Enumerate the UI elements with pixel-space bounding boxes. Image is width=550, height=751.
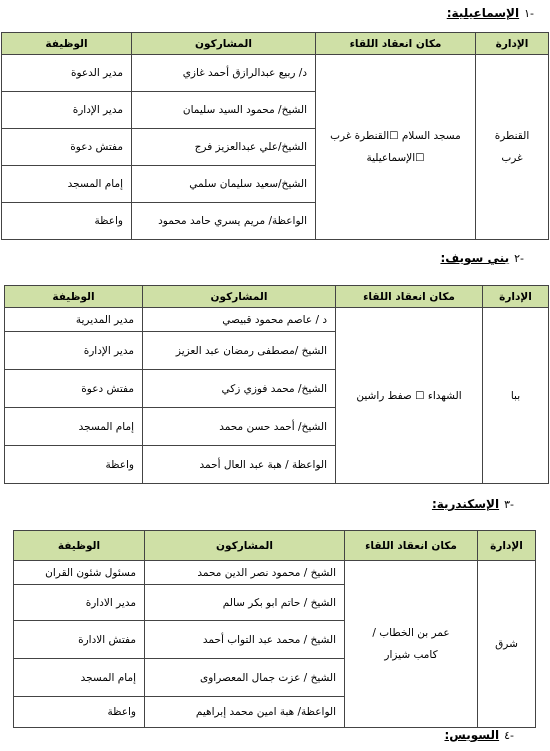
header-administration: الإدارة	[478, 531, 536, 561]
section-heading-4	[444, 728, 514, 742]
role-cell: واعظة	[2, 203, 132, 240]
participant-cell: الشيخ/ محمد فوزي زكي	[143, 370, 336, 408]
header-venue: مكان انعقاد اللقاء	[316, 33, 476, 55]
role-cell: مسئول شئون القران	[14, 561, 145, 585]
participant-cell: الشيخ/علي عبدالعزيز فرج	[132, 129, 316, 166]
participant-cell: الشيخ/سعيد سليمان سلمي	[132, 166, 316, 203]
role-cell: إمام المسجد	[5, 408, 143, 446]
venue-cell: عمر بن الخطاب / كامب شيزار	[345, 561, 478, 728]
participants-table-2	[4, 285, 549, 484]
participant-cell: الشيخ / عزت جمال المعصراوى	[145, 659, 345, 697]
section-title: بني سويف:	[440, 251, 510, 265]
participant-cell: الشيخ/ محمود السيد سليمان	[132, 92, 316, 129]
section-number: -٤	[504, 728, 514, 742]
role-cell: مدير الإدارة	[5, 332, 143, 370]
role-cell: مدير الدعوة	[2, 55, 132, 92]
table-row	[5, 308, 549, 332]
section-number: -٣	[504, 497, 514, 511]
header-venue: مكان انعقاد اللقاء	[336, 286, 483, 308]
section-heading-3	[432, 497, 514, 511]
role-cell: إمام المسجد	[14, 659, 145, 697]
role-cell: مفتش دعوة	[5, 370, 143, 408]
role-cell: إمام المسجد	[2, 166, 132, 203]
venue-cell: مسجد السلام ☐القنطرة غرب ☐الإسماعيلية	[316, 55, 476, 240]
role-cell: مدير الإدارة	[2, 92, 132, 129]
header-role: الوظيفة	[5, 286, 143, 308]
venue-cell: الشهداء ☐ صفط راشين	[336, 308, 483, 484]
role-cell: واعظة	[5, 446, 143, 484]
participant-cell: الواعظة/ هبة امين محمد إبراهيم	[145, 697, 345, 728]
role-cell: مفتش دعوة	[2, 129, 132, 166]
header-administration: الإدارة	[483, 286, 549, 308]
role-cell: مدير الادارة	[14, 585, 145, 621]
header-participants: المشاركون	[143, 286, 336, 308]
header-administration: الإدارة	[476, 33, 549, 55]
participant-cell: الواعظة / هبة عبد العال أحمد	[143, 446, 336, 484]
administration-cell: شرق	[478, 561, 536, 728]
table-header-row	[5, 286, 549, 308]
participants-table-3	[13, 530, 536, 728]
section-heading-1	[447, 6, 534, 20]
section-title: الإسماعيلية:	[446, 6, 520, 20]
participant-cell: د / عاصم محمود قبيصي	[143, 308, 336, 332]
header-participants: المشاركون	[132, 33, 316, 55]
participant-cell: الشيخ /مصطفى رمضان عبد العزيز	[143, 332, 336, 370]
participant-cell: الشيخ/ أحمد حسن محمد	[143, 408, 336, 446]
header-role: الوظيفة	[2, 33, 132, 55]
table-header-row	[2, 33, 549, 55]
table-row	[14, 561, 536, 585]
section-title: الإسكندرية:	[431, 497, 500, 511]
header-participants: المشاركون	[145, 531, 345, 561]
participant-cell: الشيخ / محمد عبد التواب أحمد	[145, 621, 345, 659]
participant-cell: الواعظة/ مريم يسري حامد محمود	[132, 203, 316, 240]
section-heading-2	[440, 251, 524, 265]
section-number: -١	[524, 6, 534, 20]
table-row	[2, 55, 549, 92]
section-number: -٢	[514, 251, 524, 265]
participant-cell: الشيخ / محمود نصر الدين محمد	[145, 561, 345, 585]
participant-cell: الشيخ / حاتم ابو بكر سالم	[145, 585, 345, 621]
participant-cell: د/ ربيع عبدالرازق أحمد غازي	[132, 55, 316, 92]
role-cell: واعظة	[14, 697, 145, 728]
header-role: الوظيفة	[14, 531, 145, 561]
table-header-row	[14, 531, 536, 561]
role-cell: مفتش الادارة	[14, 621, 145, 659]
role-cell: مدير المديرية	[5, 308, 143, 332]
header-venue: مكان انعقاد اللقاء	[345, 531, 478, 561]
section-title: السويس:	[444, 728, 500, 742]
administration-cell: القنطرة غرب	[476, 55, 549, 240]
participants-table-1	[1, 32, 549, 240]
administration-cell: ببا	[483, 308, 549, 484]
